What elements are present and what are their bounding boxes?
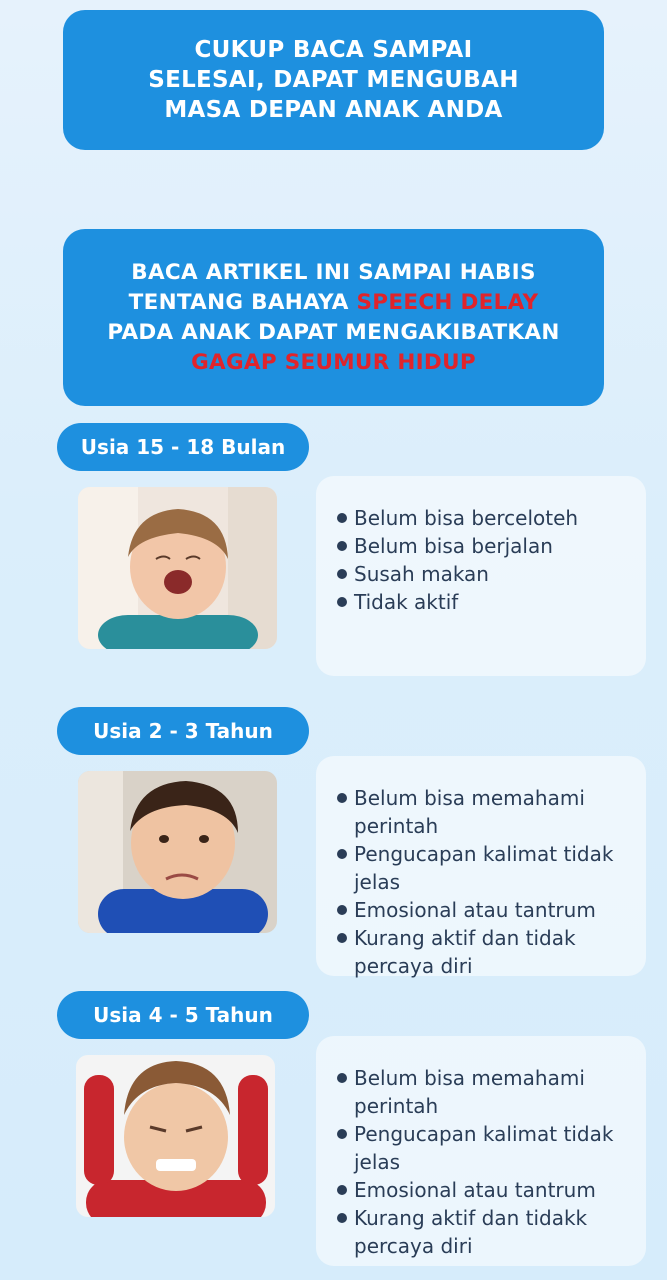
symptom-card bbox=[316, 1036, 646, 1266]
symptom-item: Emosional atau tantrum bbox=[334, 896, 636, 924]
age-pill-15-18-months: Usia 15 - 18 Bulan bbox=[57, 423, 309, 471]
symptom-item: Belum bisa berceloteh bbox=[334, 504, 636, 532]
symptom-card bbox=[316, 476, 646, 676]
warning-banner bbox=[63, 229, 604, 406]
age-pill-4-5-years: Usia 4 - 5 Tahun bbox=[57, 991, 309, 1039]
warning-line-3: PADA ANAK DAPAT MENGAKIBATKAN bbox=[107, 319, 560, 345]
symptom-item: Susah makan bbox=[334, 560, 636, 588]
symptom-item: Emosional atau tantrum bbox=[334, 1176, 636, 1204]
symptom-item: Kurang aktif dan tidak percaya diri bbox=[334, 924, 636, 980]
symptom-item: Tidak aktif bbox=[334, 588, 636, 616]
symptom-item: Kurang aktif dan tidakk percaya diri bbox=[334, 1204, 636, 1260]
headline-banner bbox=[63, 10, 604, 150]
symptom-item: Pengucapan kalimat tidak jelas bbox=[334, 840, 636, 896]
headline-line-2: SELESAI, DAPAT MENGUBAH bbox=[148, 67, 519, 93]
sad-boy-photo bbox=[78, 771, 277, 933]
warning-line-2 bbox=[63, 288, 604, 318]
age-pill-2-3-years: Usia 2 - 3 Tahun bbox=[57, 707, 309, 755]
symptom-item: Belum bisa berjalan bbox=[334, 532, 636, 560]
headline-line-3: MASA DEPAN ANAK ANDA bbox=[164, 97, 503, 123]
symptom-item: Belum bisa memahami perintah bbox=[334, 1064, 636, 1120]
symptom-item: Pengucapan kalimat tidak jelas bbox=[334, 1120, 636, 1176]
symptom-list bbox=[334, 1064, 636, 1260]
symptom-list bbox=[334, 504, 636, 616]
symptom-card bbox=[316, 756, 646, 976]
speech-delay-highlight: SPEECH DELAY bbox=[356, 289, 539, 315]
crying-toddler-photo bbox=[78, 487, 277, 649]
frustrated-boy-photo bbox=[76, 1055, 275, 1217]
headline-line-1: CUKUP BACA SAMPAI bbox=[194, 37, 473, 63]
symptom-item: Belum bisa memahami perintah bbox=[334, 784, 636, 840]
symptom-list bbox=[334, 784, 636, 980]
warning-line-1: BACA ARTIKEL INI SAMPAI HABIS bbox=[131, 259, 536, 285]
stutter-highlight: GAGAP SEUMUR HIDUP bbox=[191, 349, 476, 375]
warning-line-2-text: TENTANG BAHAYA bbox=[128, 289, 357, 315]
